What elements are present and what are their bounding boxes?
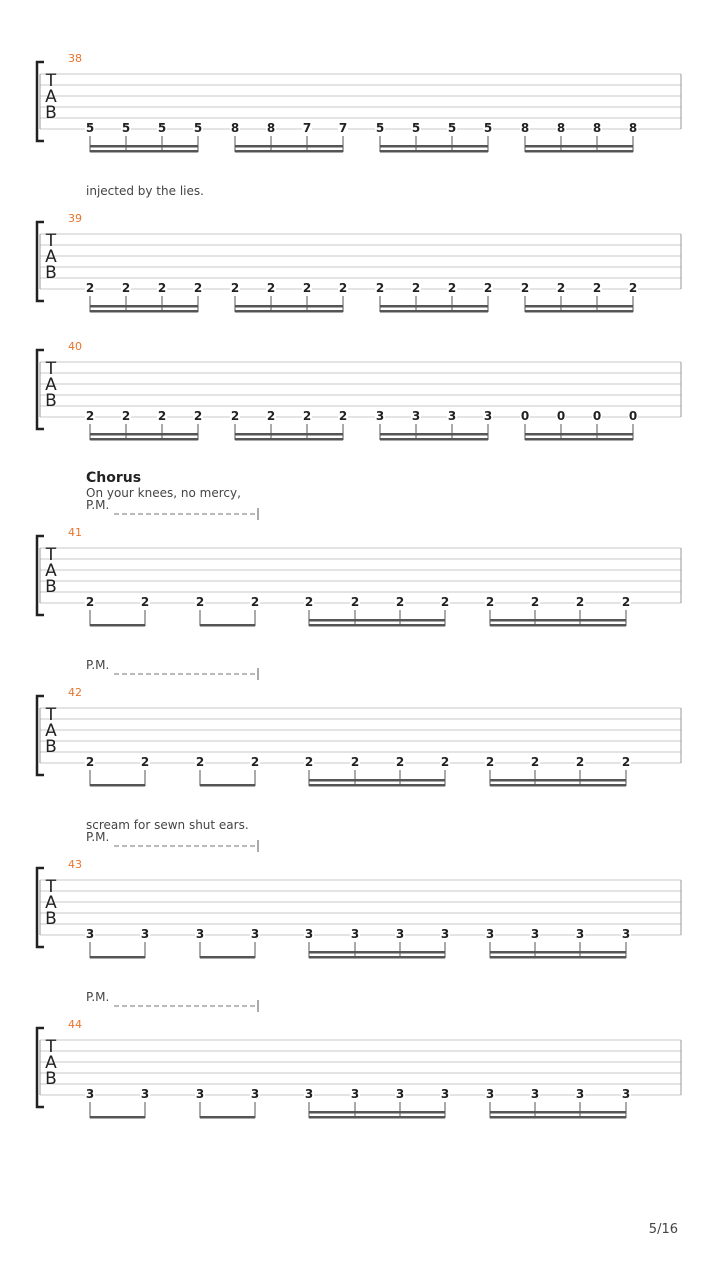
tab-clef-letter: A [45,247,57,267]
beam [490,951,626,954]
fret-number: 2 [157,409,167,423]
fret-number: 2 [85,281,95,295]
fret-number: 3 [621,1087,631,1101]
section-title-chorus: Chorus [86,470,142,486]
fret-number: 3 [350,1087,360,1101]
fret-number: 3 [530,1087,540,1101]
fret-number: 5 [375,121,385,135]
fret-number: 8 [266,121,276,135]
beam [235,310,343,313]
lyric-line: scream for sewn shut ears. [86,818,249,832]
fret-number: 2 [195,755,205,769]
fret-number: 2 [485,595,495,609]
fret-number: 3 [485,1087,495,1101]
tab-clef-letter: T [45,545,57,565]
fret-number: 2 [230,409,240,423]
fret-number: 3 [375,409,385,423]
beam [380,438,488,441]
fret-number: 2 [338,409,348,423]
fret-number: 3 [575,1087,585,1101]
fret-number: 2 [575,755,585,769]
fret-number: 2 [140,595,150,609]
fret-number: 2 [338,281,348,295]
fret-number: 3 [621,927,631,941]
fret-number: 3 [304,927,314,941]
fret-number: 2 [85,409,95,423]
fret-number: 2 [266,409,276,423]
beam [525,310,633,313]
tab-clef-letter: T [45,705,57,725]
tab-clef-letter: B [45,263,57,283]
fret-number: 3 [140,927,150,941]
tab-clef-letter: B [45,737,57,757]
fret-number: 2 [266,281,276,295]
beam [309,619,445,622]
beam [309,779,445,782]
fret-number: 2 [575,595,585,609]
fret-number: 2 [302,281,312,295]
fret-number: 3 [575,927,585,941]
beam [90,150,198,153]
beam [525,145,633,148]
fret-number: 8 [628,121,638,135]
palm-mute-label: P.M. [86,498,110,512]
beam [200,956,255,959]
tab-clef-letter: A [45,375,57,395]
beam [490,956,626,959]
fret-number: 2 [140,755,150,769]
measure-number: 42 [68,686,82,699]
fret-number: 3 [395,1087,405,1101]
fret-number: 0 [556,409,566,423]
fret-number: 0 [628,409,638,423]
tab-clef-letter: B [45,577,57,597]
fret-number: 2 [193,409,203,423]
fret-number: 2 [447,281,457,295]
fret-number: 2 [621,755,631,769]
beam [90,438,198,441]
fret-number: 5 [447,121,457,135]
beam [380,145,488,148]
fret-number: 2 [250,755,260,769]
fret-number: 2 [302,409,312,423]
beam [235,150,343,153]
tab-clef-letter: A [45,561,57,581]
fret-number: 5 [411,121,421,135]
beam [490,1111,626,1114]
beam [380,150,488,153]
fret-number: 2 [195,595,205,609]
fret-number: 3 [250,927,260,941]
fret-number: 2 [85,595,95,609]
measure-number: 38 [68,52,82,65]
fret-number: 3 [85,1087,95,1101]
fret-number: 2 [530,595,540,609]
fret-number: 3 [195,927,205,941]
beam [235,145,343,148]
tab-clef-letter: T [45,359,57,379]
fret-number: 2 [592,281,602,295]
fret-number: 2 [440,595,450,609]
tab-clef-letter: T [45,71,57,91]
fret-number: 3 [304,1087,314,1101]
measure-number: 40 [68,340,82,353]
measure-number: 43 [68,858,82,871]
fret-number: 5 [193,121,203,135]
beam [90,956,145,959]
fret-number: 0 [592,409,602,423]
fret-number: 2 [621,595,631,609]
beam [490,779,626,782]
tab-clef-letter: B [45,391,57,411]
fret-number: 5 [157,121,167,135]
tab-clef-letter: T [45,231,57,251]
fret-number: 3 [530,927,540,941]
beam [90,624,145,627]
lyric-line: On your knees, no mercy, [86,486,241,500]
fret-number: 2 [483,281,493,295]
fret-number: 8 [230,121,240,135]
beam [490,624,626,627]
tab-clef-letter: A [45,721,57,741]
tab-clef-letter: T [45,877,57,897]
measure-number: 41 [68,526,82,539]
fret-number: 2 [230,281,240,295]
beam [490,1116,626,1119]
beam [309,956,445,959]
tab-clef-letter: T [45,1037,57,1057]
fret-number: 2 [121,281,131,295]
fret-number: 3 [395,927,405,941]
lyric-line: injected by the lies. [86,184,204,198]
fret-number: 2 [350,755,360,769]
beam [235,433,343,436]
measure-number: 44 [68,1018,82,1031]
beam [90,433,198,436]
measure-number: 39 [68,212,82,225]
fret-number: 2 [485,755,495,769]
beam [490,619,626,622]
fret-number: 2 [350,595,360,609]
fret-number: 2 [375,281,385,295]
fret-number: 7 [338,121,348,135]
beam [90,784,145,787]
beam [309,624,445,627]
beam [90,1116,145,1119]
fret-number: 2 [304,755,314,769]
fret-number: 5 [483,121,493,135]
fret-number: 2 [520,281,530,295]
beam [90,310,198,313]
beam [90,305,198,308]
fret-number: 3 [85,927,95,941]
fret-number: 2 [411,281,421,295]
beam [309,1111,445,1114]
tab-clef-letter: B [45,1069,57,1089]
fret-number: 3 [195,1087,205,1101]
fret-number: 2 [440,755,450,769]
fret-number: 3 [411,409,421,423]
beam [525,150,633,153]
beam [200,784,255,787]
fret-number: 2 [395,595,405,609]
beam [309,951,445,954]
fret-number: 8 [592,121,602,135]
beam [309,1116,445,1119]
fret-number: 5 [85,121,95,135]
palm-mute-label: P.M. [86,830,110,844]
beam [235,438,343,441]
beam [90,145,198,148]
fret-number: 2 [556,281,566,295]
fret-number: 8 [520,121,530,135]
fret-number: 2 [395,755,405,769]
beam [380,433,488,436]
tab-clef-letter: A [45,1053,57,1073]
fret-number: 3 [447,409,457,423]
beam [200,624,255,627]
fret-number: 3 [485,927,495,941]
beam [525,433,633,436]
beam [380,305,488,308]
fret-number: 3 [140,1087,150,1101]
beam [490,784,626,787]
tab-clef-letter: B [45,909,57,929]
fret-number: 2 [628,281,638,295]
beam [380,310,488,313]
fret-number: 2 [530,755,540,769]
fret-number: 3 [350,927,360,941]
tab-clef-letter: A [45,893,57,913]
fret-number: 3 [483,409,493,423]
fret-number: 3 [250,1087,260,1101]
fret-number: 2 [85,755,95,769]
fret-number: 2 [121,409,131,423]
palm-mute-label: P.M. [86,658,110,672]
beam [235,305,343,308]
fret-number: 2 [304,595,314,609]
tab-clef-letter: A [45,87,57,107]
fret-number: 7 [302,121,312,135]
page-number: 5/16 [648,1222,678,1237]
tab-clef-letter: B [45,103,57,123]
fret-number: 2 [250,595,260,609]
fret-number: 0 [520,409,530,423]
beam [525,438,633,441]
fret-number: 2 [193,281,203,295]
fret-number: 2 [157,281,167,295]
fret-number: 3 [440,1087,450,1101]
beam [525,305,633,308]
beam [309,784,445,787]
fret-number: 5 [121,121,131,135]
fret-number: 3 [440,927,450,941]
palm-mute-label: P.M. [86,990,110,1004]
fret-number: 8 [556,121,566,135]
beam [200,1116,255,1119]
